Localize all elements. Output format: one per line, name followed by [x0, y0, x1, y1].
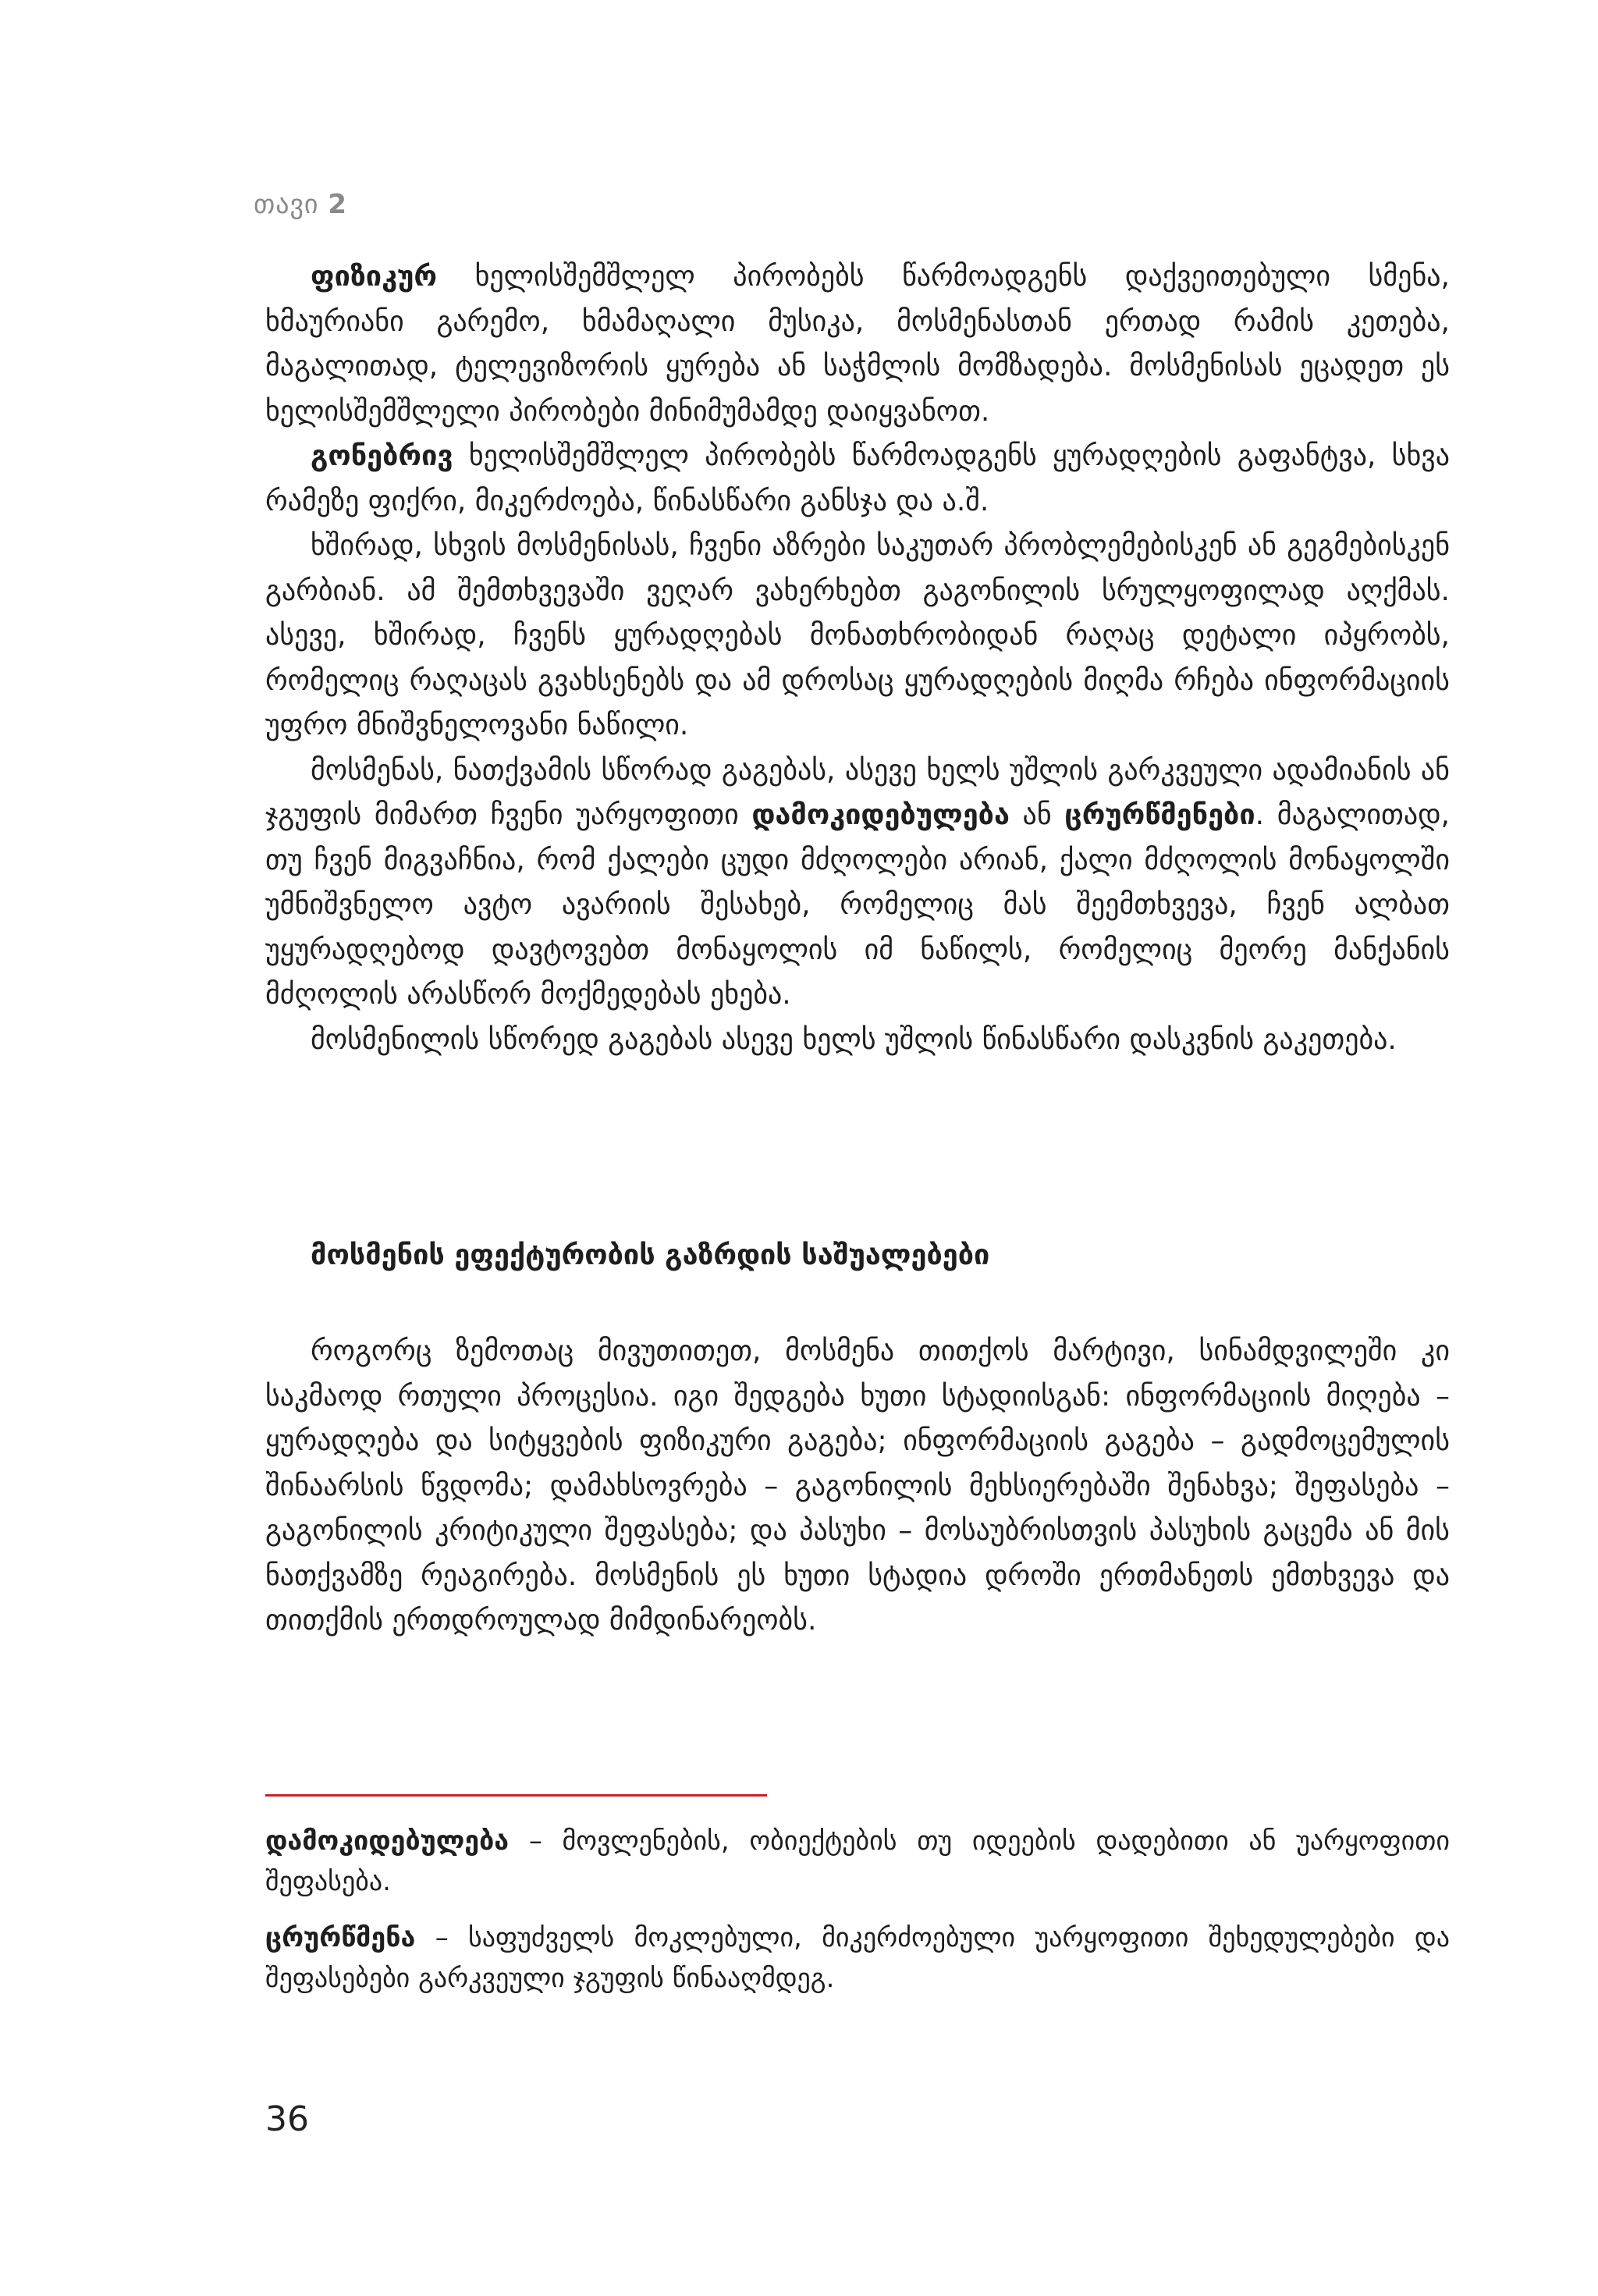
paragraph-text: ხელისშემშლელ პირობებს წარმოადგენს ყურადღების გაფანტვა, სხვა რამეზე ფიქრი, მიკერძოება, წინასწარი განსჯა და ა.შ. — [265, 440, 1450, 517]
chapter-header — [254, 189, 347, 220]
term-prejudices: ცრურწმენები — [1064, 799, 1255, 831]
chapter-label: თავი — [254, 189, 319, 220]
term-mental: გონებრივ — [311, 440, 453, 472]
term-physical: ფიზიკურ — [311, 261, 437, 293]
paragraph-text: მოსმენას, ნათქვამის სწორად გაგებას, ასევე ხელს უშლის გარკვეული ადამიანის ან ჯგუფის მიმართ ჩვენი უარყოფითი — [265, 754, 1450, 831]
body-text — [265, 254, 1450, 1062]
footnote-attitude — [265, 1821, 1450, 1902]
paragraph-text: ხელისშემშლელ პირობებს წარმოადგენს დაქვეითებული სმენა, ხმაურიანი გარემო, ხმამაღალი მუსიკა, მოსმენასთან ერთად რამის კეთება, მაგალითად, ტელევიზორის ყურება ან საჭმლის მომზადება. მოსმენისას ეცადეთ ეს ხელისშემშლელი პირობები მინიმუმამდე დაიყვანოთ. — [265, 261, 1450, 428]
page-number: 36 — [265, 2099, 309, 2139]
paragraph-listening-stages: როგორც ზემოთაც მივუთითეთ, მოსმენა თითქოს მარტივი, სინამდვილეში კი საკმაოდ რთული პროცესია. იგი შედგება ხუთი სტადიისგან: ინფორმაციის მიღება – ყურადღება და სიტყვების ფიზიკური გაგება; ინფორმაციის გაგება – გადმოცემულის შინაარსის წვდომა; დამახსოვრება – გაგონილის მეხსიერებაში შენახვა; შეფასება – გაგონილის კრიტიკული შეფასება; და პასუხი – მოსაუბრისთვის პასუხის გაცემა ან მის ნათქვამზე რეაგირება. მოსმენის ეს ხუთი სტადია დროში ერთმანეთს ემთხვევა და თითქმის ერთდროულად მიმდინარეობს. — [265, 1335, 1450, 1637]
term-attitude: დამოკიდებულება — [751, 799, 1010, 831]
footnote-prejudice — [265, 1917, 1450, 1999]
footnote-text: – საფუძველს მოკლებული, მიკერძოებული უარყოფითი შეხედულებები და შეფასებები გარკვეული ჯგუფის წინააღმდეგ. — [265, 1922, 1450, 1994]
footnote-divider — [265, 1794, 767, 1797]
section-text — [265, 1329, 1450, 1644]
paragraph-text: ან — [1009, 799, 1065, 831]
paragraph-physical-barriers — [265, 254, 1450, 434]
paragraph-mental-barriers — [265, 434, 1450, 524]
paragraph-premature-conclusion: მოსმენილის სწორედ გაგებას ასევე ხელს უშლის წინასწარი დასკვნის გაკეთება. — [311, 1023, 1397, 1056]
chapter-number: 2 — [328, 189, 348, 220]
footnote-text: – მოვლენების, ობიექტების თუ იდეების დადებითი ან უარყოფითი შეფასება. — [265, 1825, 1450, 1897]
paragraph-distraction: ხშირად, სხვის მოსმენისას, ჩვენი აზრები საკუთარ პრობლემებისკენ ან გეგმებისკენ გარბიან. ამ შემთხვევაში ვეღარ ვახერხებთ გაგონილის სრულყოფილად აღქმას. ასევე, ხშირად, ჩვენს ყურადღებას მონათხრობიდან რაღაც დეტალი იპყრობს, რომელიც რაღაცას გვახსენებს და ამ დროსაც ყურადღების მიღმა რჩება ინფორმაციის უფრო მნიშვნელოვანი ნაწილი. — [265, 530, 1450, 741]
footnote-term: დამოკიდებულება — [265, 1825, 510, 1857]
section-heading: მოსმენის ეფექტურობის გაზრდის საშუალებები — [311, 1239, 990, 1271]
paragraph-text: . მაგალითად, თუ ჩვენ მიგვაჩნია, რომ ქალები ცუდი მძღოლები არიან, ქალი მძღოლის მონაყოლში უმნიშვნელო ავტო ავარიის შესახებ, რომელიც მას შეემთხვევა, ჩვენ ალბათ უყურადღებოდ დავტოვებთ მონაყოლის იმ ნაწილს, რომელიც მეორე მანქანის მძღოლის არასწორ მოქმედებას ეხება. — [265, 799, 1450, 1011]
footnotes — [265, 1821, 1450, 2014]
paragraph-prejudice — [265, 748, 1450, 1018]
footnote-term: ცრურწმენა — [265, 1922, 416, 1953]
